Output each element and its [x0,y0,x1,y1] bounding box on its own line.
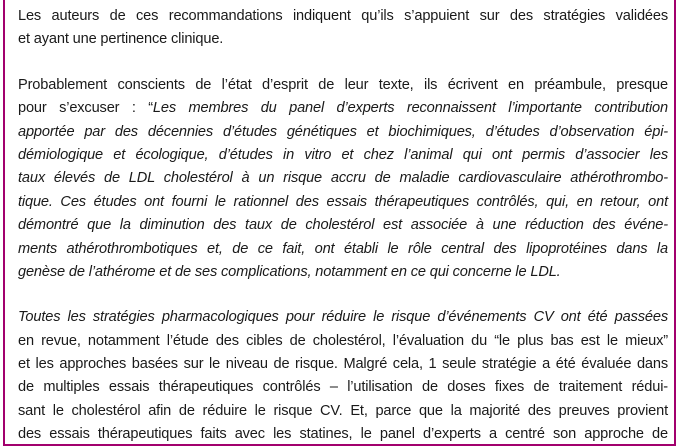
text-line [18,400,668,423]
italic-text: genèse de l’athérome et de ses complications, notamment en ce qui concerne le LDL. [18,263,561,280]
italic-text: taux élevés de LDL cholestérol à un risque accru de maladie cardiovasculaire athérothrombo- [18,170,668,187]
text-line [18,423,668,446]
paragraph [18,306,668,446]
text-line [18,306,668,329]
italic-text: démiologique et écologique, d’études in vitro et chez l’animal qui ont permis d’associer les [18,146,668,163]
text-line [18,5,668,28]
text-line [18,353,668,376]
italic-text: Les membres du panel d’experts reconnaissent l’importante contribution [152,100,668,117]
italic-text: ments athérothrombotiques et, de ce fait, ont établi le rôle central des lipoprotéines dans la [18,240,668,257]
document-text [18,5,668,447]
paragraph-gap [18,284,668,306]
text-line [18,97,668,120]
text-run: des essais thérapeutiques faits avec les statines, le panel d’experts a centré son approche de [18,426,668,443]
text-line [18,144,668,167]
text-run: Les auteurs de ces recommandations indiquent qu’ils s’appuient sur des stratégies validées [18,8,668,24]
text-line [18,191,668,214]
italic-text: tique. Ces études ont fourni le rationnel des essais thérapeutiques contrôlés, qui, en retour, ont [18,193,668,210]
text-line [18,261,668,284]
text-run: en revue, notamment l’étude des cibles de cholestérol, l’évaluation du “le plus bas est le mieux” [18,332,668,349]
text-run: pour s’excuser : “ [18,100,153,117]
text-line [18,121,668,144]
text-line [18,28,668,51]
text-run: et ayant une pertinence clinique. [18,31,224,48]
text-line [18,74,668,97]
paragraph [18,5,668,52]
paragraph [18,74,668,285]
text-run: sant le cholestérol afin de réduire le risque CV. Et, parce que la majorité des preuves provient [18,402,668,419]
text-line [18,238,668,261]
text-run: de multiples essais thérapeutiques contrôlés – l’utilisation de doses fixes de traitement rédui- [18,379,668,396]
paragraph-gap [18,52,668,74]
text-run: et les approches basées sur le niveau de risque. Malgré cela, 1 seule stratégie a été évaluée dans [18,356,668,373]
text-run: Probablement conscients de l’état d’esprit de leur texte, ils écrivent en préambule, presque [18,76,668,93]
text-line [18,330,668,353]
italic-text: apportée par des décennies d’études génétiques et biochimiques, d’études d’observation épi- [18,123,668,140]
text-line [18,167,668,190]
italic-text: démontré que la diminution des taux de cholestérol est associée à une réduction des événe- [18,217,668,234]
italic-text: Toutes les stratégies pharmacologiques pour réduire le risque d’événements CV ont été passées [18,309,668,326]
text-line [18,214,668,237]
text-line [18,376,668,399]
